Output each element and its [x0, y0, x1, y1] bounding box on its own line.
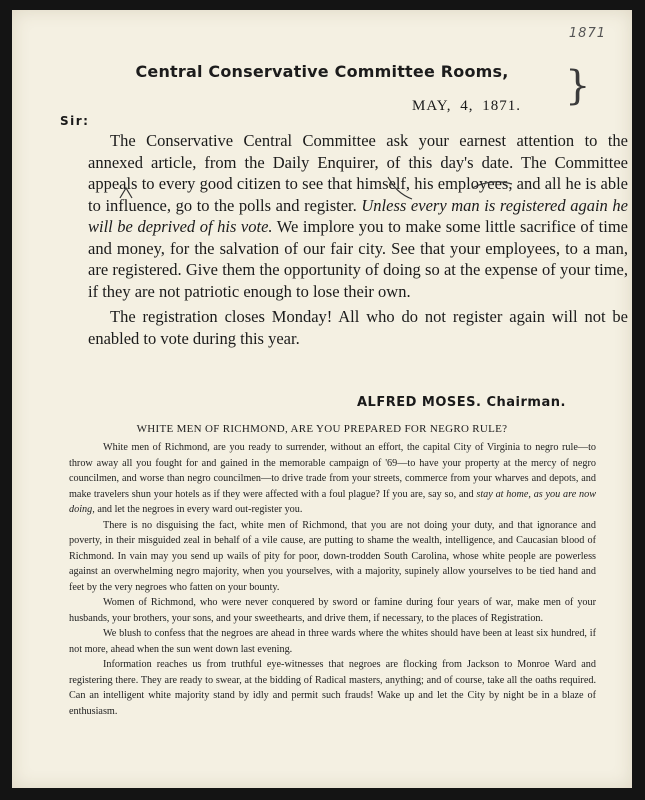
article-p1-emphasis: stay at home, as you are now doing,: [69, 488, 596, 515]
article-body: [69, 440, 596, 719]
article-p1-text-a: White men of Richmond, are you ready to surrender, without an effort, the capital City of Virginia to negro rule—to throw away all you fought for and gained in the memorable campaign of '69—to have your property at the mercy of negro councilmen, and worse than negro councilmen—to drive trade from your streets, commerce from your wharves and depots, and make travelers shun your hotels as if they were affected with a foul plague? If you are, say so, and: [69, 442, 596, 500]
letter-p1-emphasis: Unless every man is registered again he will be deprived of his vote.: [88, 195, 628, 236]
article-paragraph-1: [69, 440, 596, 518]
underline-himself: [472, 182, 512, 188]
document-sheet: [12, 10, 632, 788]
handwritten-brace-mark: }: [565, 63, 591, 109]
letterhead-title: Central Conservative Committee Rooms,: [135, 62, 509, 81]
letter-p1-text-b: We implore you to make some little sacrifice of time and money, for the salvation of our fair city. See that your employees, to a man, are registered. Give them the opportunity of doing so at the expense of your time, if they are not patriotic enough to lose their own.: [88, 217, 628, 301]
article-paragraph-5: Information reaches us from truthful eye-witnesses that negroes are flocking from Jackson to Monroe Ward and registering there. They are ready to swear, at the bidding of Radical masters, anything; and of course, take all the oaths required. Can an intelligent white majority stand by idly and permit such frauds! Wake up and let the City by night be in a blaze of enthusiasm.: [69, 659, 596, 717]
article-paragraph-4: We blush to confess that the negroes are ahead in three wards where the whites should have been at least six hundred, if not more, ahead when the sun went down last evening.: [69, 628, 596, 655]
article-title: WHITE MEN OF RICHMOND, ARE YOU PREPARED FOR NEGRO RULE?: [136, 423, 508, 435]
salutation: Sir:: [60, 114, 90, 128]
caret-mark-1: [120, 188, 132, 198]
article-p1-text-b: and let the negroes in every ward out-register you.: [94, 504, 303, 515]
article-paragraph-2: There is no disguising the fact, white men of Richmond, that you are not doing your duty, and that ignorance and poverty, in their misguided zeal in behalf of a vile cause, are putting to shame the wealth, intelligence, and Caucasian blood of Richmond. In vain may you send up wails of pity for poor, down-trodden South Carolina, whose white people are powerless against an overwhelming negro majority, when you yourselves, with a majority, supinely allow yourselves to be tied hand and feet by the very negroes who fatten on your bounty.: [69, 519, 596, 593]
pencil-year-note: 1871: [568, 26, 606, 41]
letter-p1-text-a: The Conservative Central Committee ask your earnest attention to the annexed article, from the Daily Enquirer, of this day's date. The Committee appeals to every good citizen to see that himself, his employees, and all he is able to influence, go to the polls and register.: [88, 131, 628, 215]
letter-date: MAY, 4, 1871.: [412, 98, 521, 114]
letter-paragraph-2: The registration closes Monday! All who do not register again will not be enabled to vote during this year.: [88, 307, 628, 348]
article-paragraph-3: Women of Richmond, who were never conquered by sword or famine during four years of war, make men of your husbands, your brothers, your sons, and your sweethearts, and drive them, if necessary, to the places of Registration.: [69, 597, 596, 624]
signature-line: ALFRED MOSES. Chairman.: [357, 395, 566, 410]
strike-mark: [388, 177, 412, 199]
